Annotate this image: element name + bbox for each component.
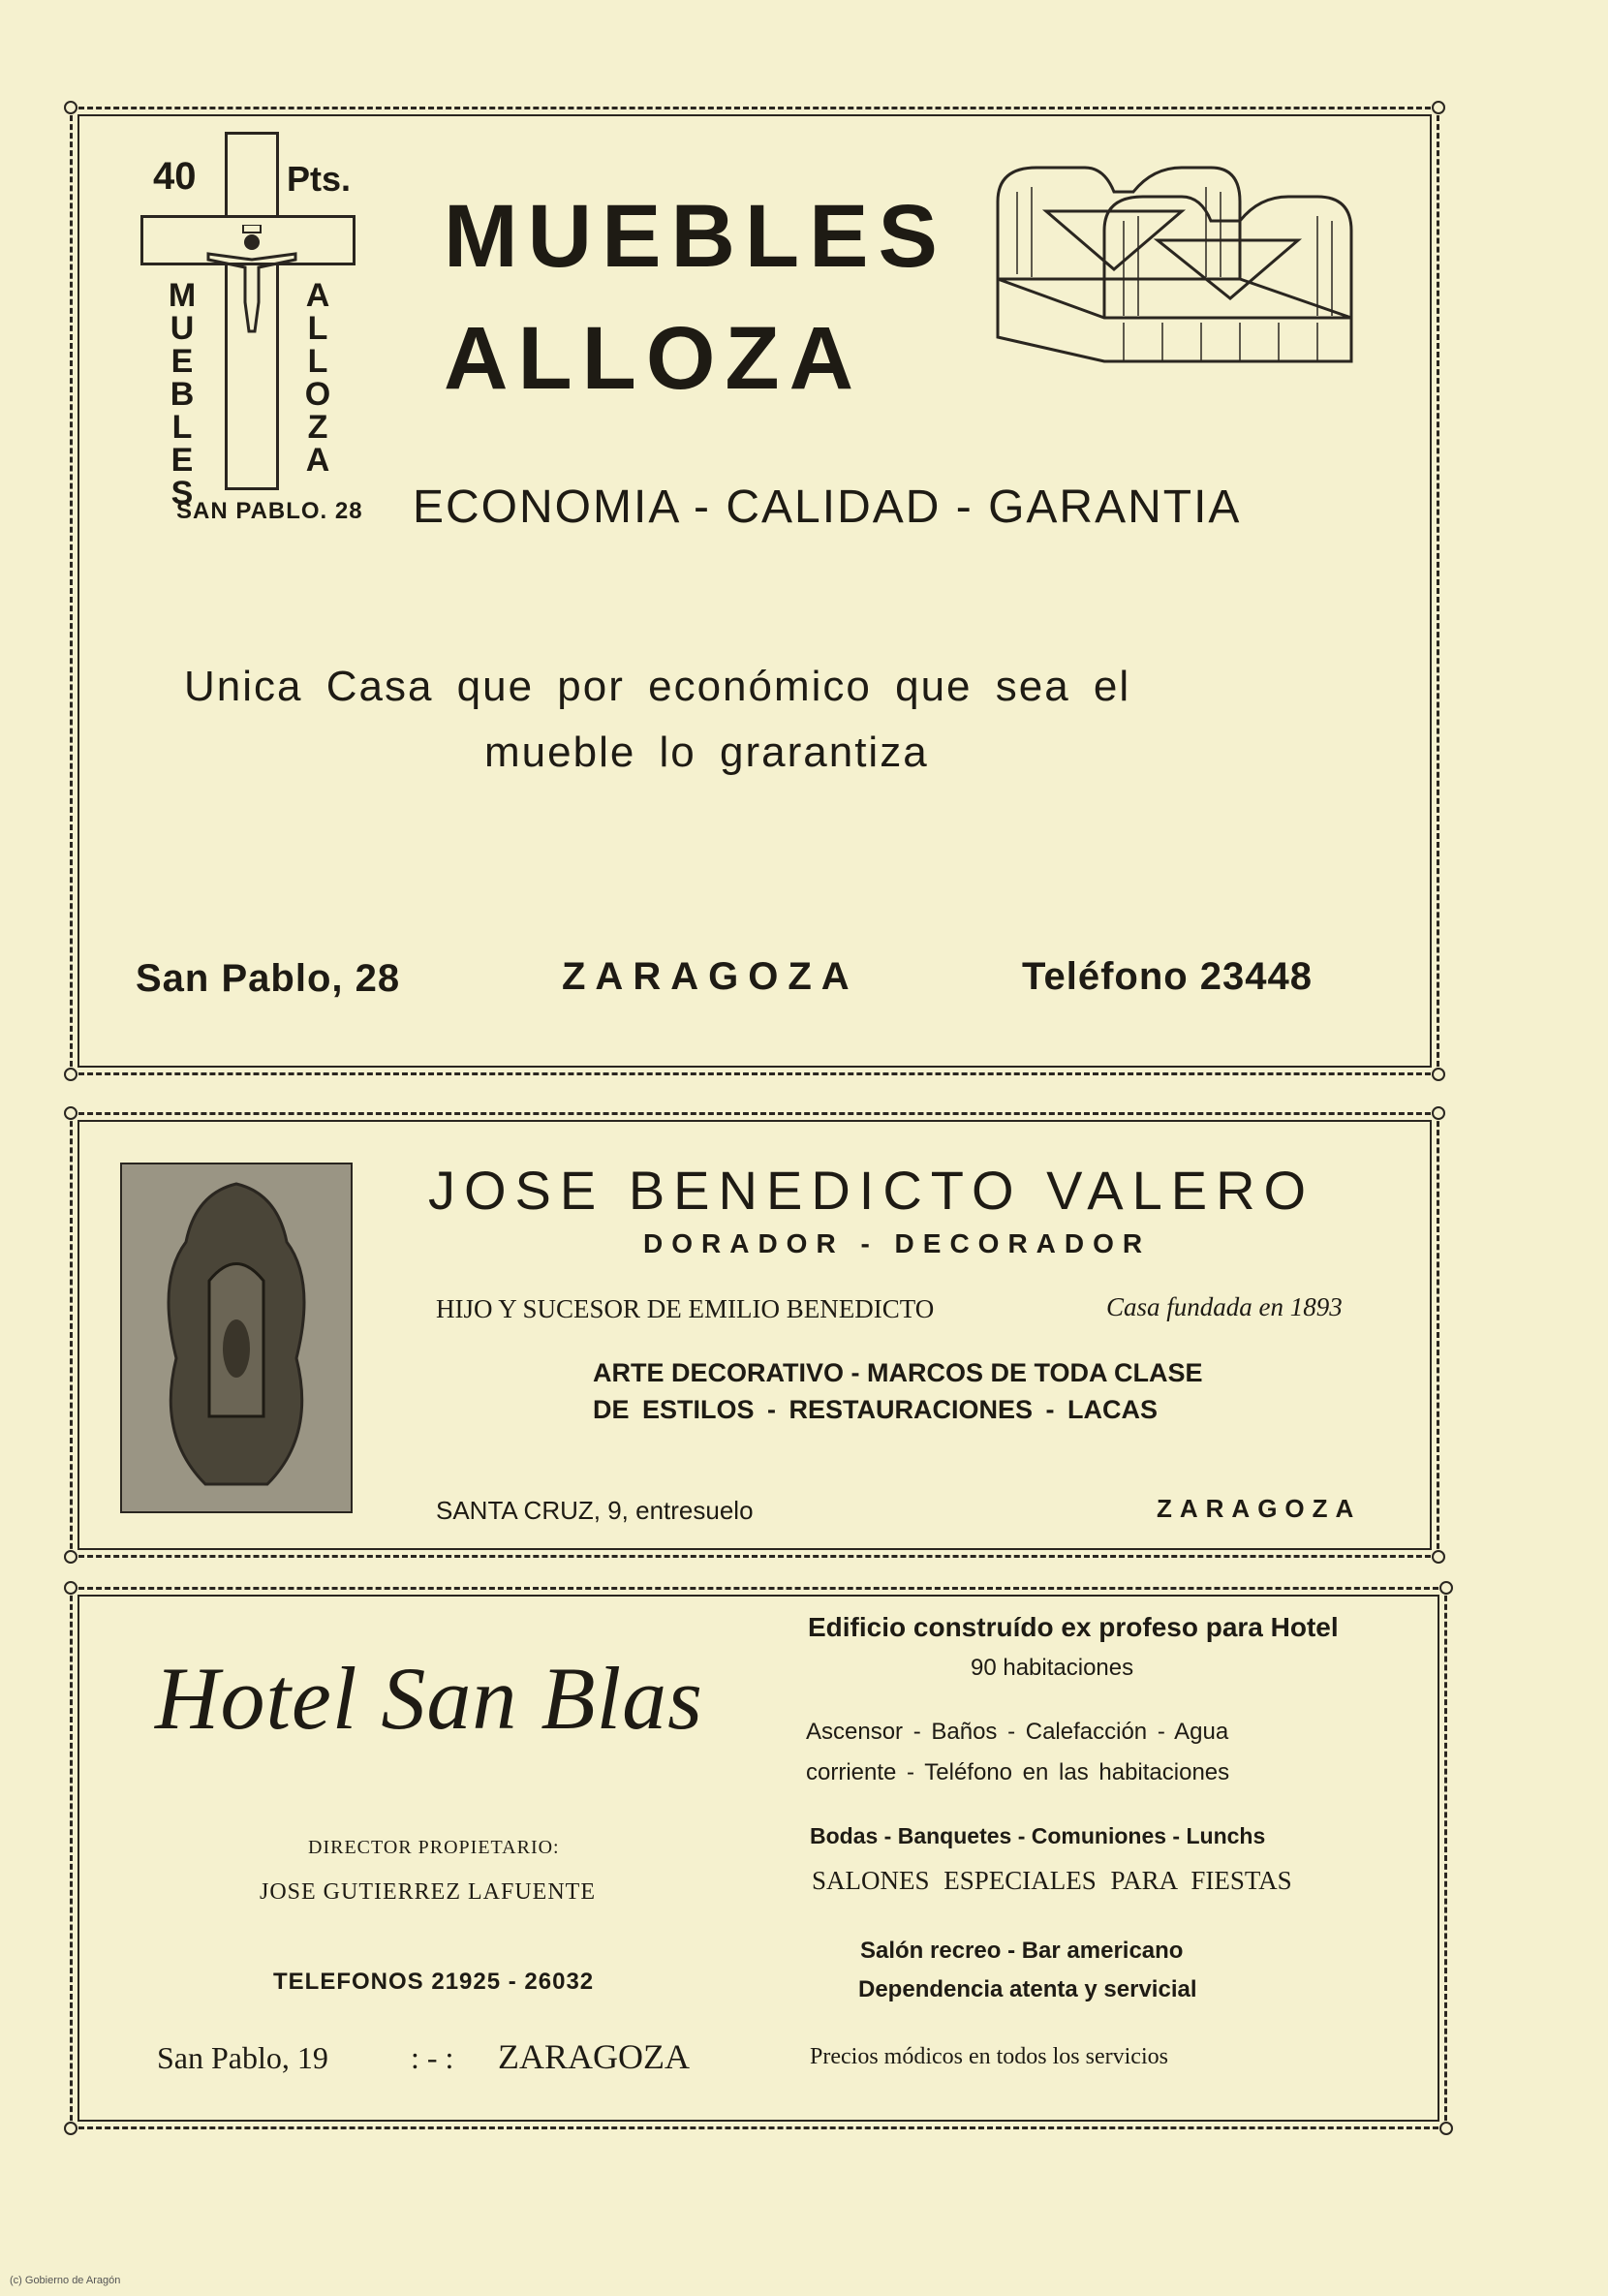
- frame-corner-ornament: [64, 1581, 77, 1595]
- brand-title-line2: ALLOZA: [444, 309, 864, 408]
- frame-corner-ornament: [1432, 1068, 1445, 1081]
- cross-address: SAN PABLO. 28: [176, 498, 363, 524]
- business-heir: HIJO Y SUCESOR DE EMILIO BENEDICTO: [436, 1294, 935, 1323]
- frame-corner-ornament: [64, 101, 77, 114]
- frame-corner-ornament: [1432, 101, 1445, 114]
- frame-corner-ornament: [64, 1106, 77, 1120]
- address-separator: : - :: [411, 2040, 454, 2075]
- bar-line2: Dependencia atenta y servicial: [858, 1976, 1197, 2002]
- frame-corner-ornament: [64, 1068, 77, 1081]
- ornate-mirror-frame-icon: [122, 1164, 351, 1511]
- bed-illustration-icon: [988, 163, 1366, 366]
- business-trade: DORADOR - DECORADOR: [643, 1228, 1152, 1258]
- amenities-line2: corriente - Teléfono en las habitaciones: [806, 1759, 1230, 1785]
- hotel-city: ZARAGOZA: [498, 2037, 690, 2076]
- frame-corner-ornament: [1439, 2122, 1453, 2135]
- salons: SALONES ESPECIALES PARA FIESTAS: [812, 1866, 1292, 1895]
- cross-price: 40: [153, 155, 197, 198]
- store-city: ZARAGOZA: [562, 955, 859, 998]
- brand-title-line1: MUEBLES: [444, 187, 947, 286]
- business-address: SANTA CRUZ, 9, entresuelo: [436, 1496, 754, 1525]
- services-line2: DE ESTILOS - RESTAURACIONES - LACAS: [593, 1395, 1159, 1424]
- business-name: JOSE BENEDICTO VALERO: [428, 1160, 1315, 1221]
- hotel-name: Hotel San Blas: [155, 1649, 703, 1748]
- amenities-line1: Ascensor - Baños - Calefacción - Agua: [806, 1719, 1229, 1745]
- cross-left-vertical-text: MUEBLES: [168, 277, 197, 512]
- business-city: ZARAGOZA: [1157, 1494, 1362, 1523]
- director-label: DIRECTOR PROPIETARIO:: [308, 1837, 560, 1858]
- description-line1: Unica Casa que por económico que sea el: [184, 663, 1131, 710]
- events: Bodas - Banquetes - Comuniones - Lunchs: [810, 1823, 1266, 1848]
- room-count: 90 habitaciones: [971, 1655, 1134, 1681]
- frame-corner-ornament: [1432, 1106, 1445, 1120]
- store-address: San Pablo, 28: [136, 957, 401, 1000]
- prices-note: Precios módicos en todos los servicios: [810, 2044, 1168, 2069]
- director-name: JOSE GUTIERREZ LAFUENTE: [260, 1879, 596, 1905]
- cross-right-vertical-text: ALLOZA: [304, 277, 331, 479]
- description-line2: mueble lo grarantiza: [484, 729, 929, 776]
- frame-corner-ornament: [1432, 1550, 1445, 1564]
- frame-corner-ornament: [64, 2122, 77, 2135]
- frame-corner-ornament: [1439, 1581, 1453, 1595]
- hotel-phones: TELEFONOS 21925 - 26032: [273, 1969, 595, 1995]
- store-phone: Teléfono 23448: [1022, 955, 1314, 998]
- building-note: Edificio construído ex profeso para Hotel: [808, 1612, 1339, 1642]
- hotel-address: San Pablo, 19: [157, 2040, 328, 2075]
- business-founded: Casa fundada en 1893: [1106, 1292, 1343, 1321]
- cross-currency: Pts.: [287, 159, 352, 199]
- copyright-footer: (c) Gobierno de Aragón: [10, 2275, 121, 2286]
- slogan: ECONOMIA - CALIDAD - GARANTIA: [413, 481, 1242, 533]
- ornate-frame-photo: [120, 1163, 353, 1513]
- services-line1: ARTE DECORATIVO - MARCOS DE TODA CLASE: [593, 1358, 1203, 1387]
- frame-corner-ornament: [64, 1550, 77, 1564]
- bar-line1: Salón recreo - Bar americano: [860, 1938, 1184, 1964]
- crucifix-icon: [199, 225, 305, 341]
